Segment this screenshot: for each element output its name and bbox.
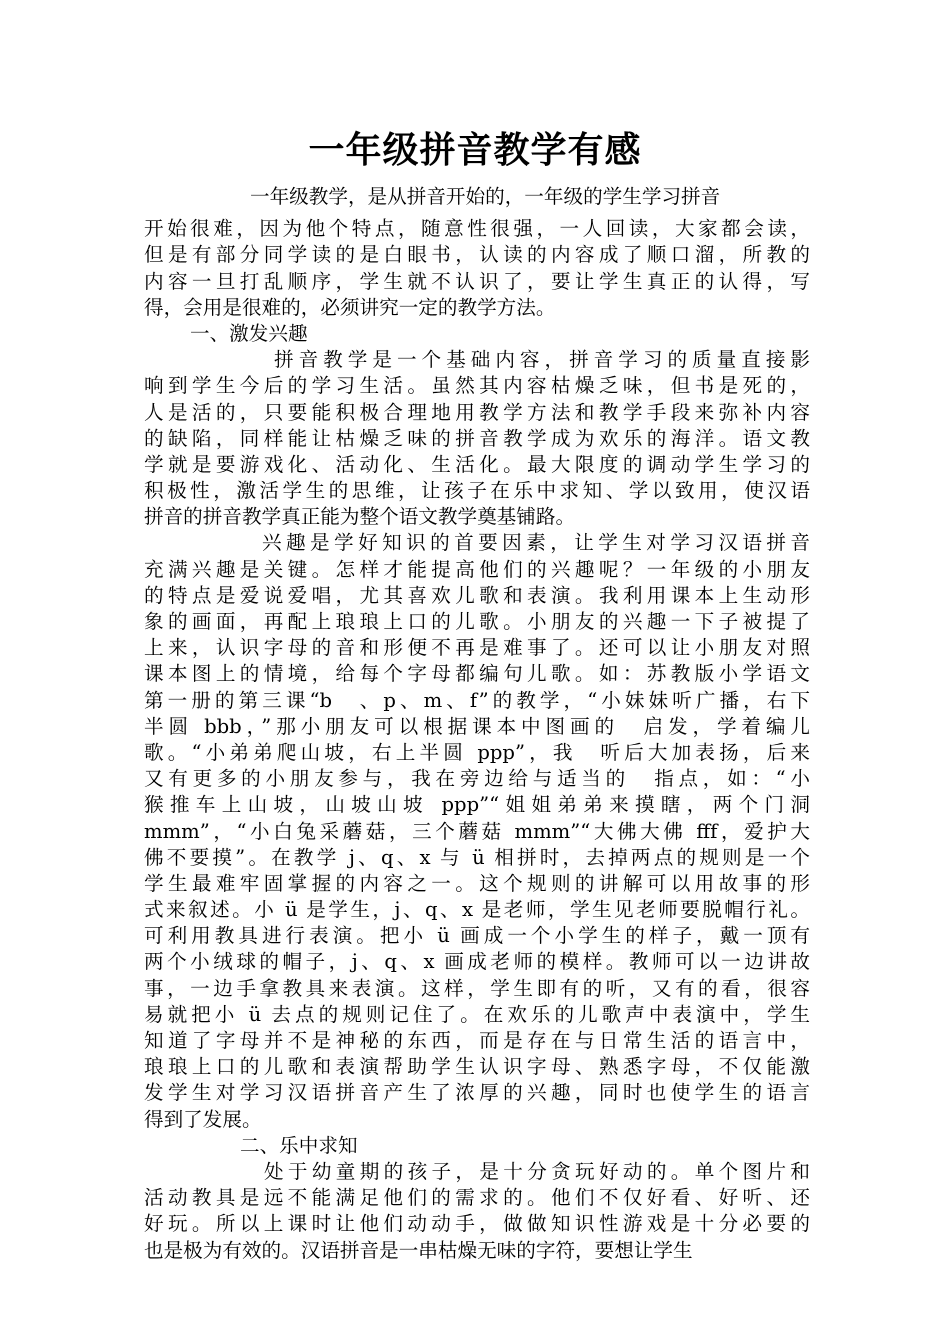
text-line: 式来叙述。小 ü 是学生，j、q、x 是老师，学生见老师要脱帽行礼。 [144,898,810,922]
text-line: 内容一旦打乱顺序，学生就不认识了，要让学生真正的认得，写 [144,269,810,293]
text-line: 学就是要游戏化、活动化、生活化。最大限度的调动学生学习的 [144,452,810,476]
text-line: 的特点是爱说爱唱，尤其喜欢儿歌和表演。我利用课本上生动形 [144,583,810,607]
text-line: 二、乐中求知 [240,1133,358,1157]
document-title: 一年级拼音教学有感 [308,129,642,171]
text-line: 又有更多的小朋友参与，我在旁边给与适当的 指点，如：“小 [144,767,810,791]
text-line: 积极性，激活学生的思维，让孩子在乐中求知、学以致用，使汉语 [144,479,810,503]
document-body [144,184,810,1264]
text-line: 开始很难，因为他个特点，随意性很强，一人回读，大家都会读， [144,217,810,241]
text-line: 琅琅上口的儿歌和表演帮助学生认识字母、熟悉字母，不仅能激 [144,1055,810,1079]
paragraph [144,321,810,347]
text-line: 得，会用是很难的，必须讲究一定的教学方法。 [144,295,556,319]
paragraph [144,1159,810,1264]
text-line: 第一册的第三课“b 、p、m、f”的教学，“小妹妹听广播，右下 [144,688,810,712]
text-line: 响到学生今后的学习生活。虽然其内容枯燥乏味，但书是死的， [144,374,810,398]
text-line: 处于幼童期的孩子，是十分贪玩好动的。单个图片和 [264,1159,810,1183]
text-line: 可利用教具进行表演。把小 ü 画成一个小学生的样子，戴一顶有 [144,924,810,948]
text-line: 歌。“小弟弟爬山坡，右上半圆 ppp”，我 听后大加表扬，后来 [144,740,810,764]
paragraph [144,184,810,210]
text-line: 得到了发展。 [144,1107,262,1131]
text-line: 兴趣是学好知识的首要因素，让学生对学习汉语拼音 [262,531,810,555]
text-line: 易就把小 ü 去点的规则记住了。在欢乐的儿歌声中表演中，学生 [144,1002,810,1026]
text-line: 佛不要摸”。在教学 j、q、x 与 ü 相拼时，去掉两点的规则是一个 [144,845,810,869]
text-line: mmm”，“小白兔采蘑菇，三个蘑菇 mmm”“大佛大佛 fff，爱护大 [144,819,810,843]
text-line: 上来，认识字母的音和形便不再是难事了。还可以让小朋友对照 [144,636,810,660]
text-line: 学生最难牢固掌握的内容之一。这个规则的讲解可以用故事的形 [144,871,810,895]
text-line: 一、激发兴趣 [190,321,308,345]
text-line: 猴推车上山坡，山坡山坡 ppp”“姐姐弟弟来摸瞎，两个门洞 [144,793,810,817]
text-line: 充满兴趣是关键。怎样才能提高他们的兴趣呢？一年级的小朋友 [144,557,810,581]
text-line: 人是活的，只要能积极合理地用教学方法和教学手段来弥补内容 [144,400,810,424]
paragraph [144,1133,810,1159]
text-line: 半圆 bbb，”那小朋友可以根据课本中图画的 启发，学着编儿 [144,714,810,738]
text-line: 的缺陷，同样能让枯燥乏味的拼音教学成为欢乐的海洋。语文教 [144,426,810,450]
text-line: 活动教具是远不能满足他们的需求的。他们不仅好看、好听、还 [144,1186,810,1210]
text-line: 两个小绒球的帽子，j、q、x 画成老师的模样。教师可以一边讲故 [144,950,810,974]
paragraph [144,347,810,530]
text-line: 也是极为有效的。汉语拼音是一串枯燥无味的字符，要想让学生 [144,1238,693,1262]
text-line: 事，一边手拿教具来表演。这样，学生即有的听，又有的看，很容 [144,976,810,1000]
text-line: 课本图上的情境，给每个字母都编句儿歌。如：苏教版小学语文 [144,662,810,686]
paragraph [144,216,810,321]
text-line: 知道了字母并不是神秘的东西，而是存在与日常生活的语言中， [144,1029,810,1052]
text-line: 但是有部分同学读的是白眼书，认读的内容成了顺口溜，所教的 [144,243,810,267]
text-line: 拼音的拼音教学真正能为整个语文教学奠基铺路。 [144,505,576,529]
text-line: 发学生对学习汉语拼音产生了浓厚的兴趣，同时也使学生的语言 [144,1081,810,1105]
text-line: 一年级教学，是从拼音开始的，一年级的学生学习拼音 [250,185,721,208]
text-line: 好玩。所以上课时让他们动动手，做做知识性游戏是十分必要的 [144,1212,810,1236]
text-line: 拼音教学是一个基础内容，拼音学习的质量直接影 [274,348,810,372]
text-line: 象的画面，再配上琅琅上口的儿歌。小朋友的兴趣一下子被提了 [144,610,810,633]
paragraph [144,530,810,1132]
